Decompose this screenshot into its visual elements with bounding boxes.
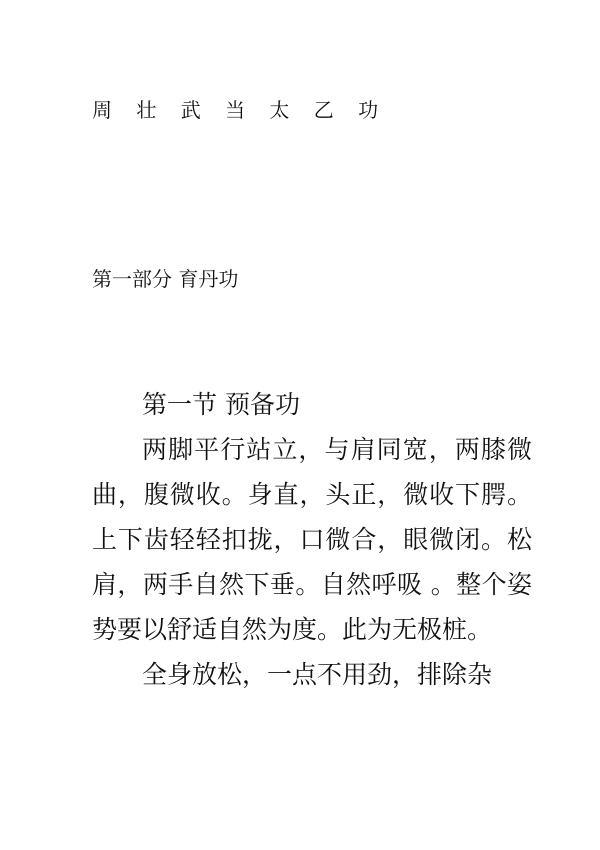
body-text — [92, 382, 532, 697]
section-heading: 第一节 预备功 — [142, 390, 300, 419]
part-heading: 第一部分 育丹功 — [92, 267, 239, 291]
paragraph: 全身放松，一点不用劲，排除杂 — [142, 660, 493, 689]
document-title: 周 壮 武 当 太 乙 功 — [92, 98, 388, 122]
paragraph: 两脚平行站立，与肩同宽，两膝微曲，腹微收。身直，头正，微收下腭。上下齿轻轻扣拢，口微合，眼微闭。松肩，两手自然下垂。自然呼吸 。整个姿势要以舒适自然为度。此为无极桩。 — [92, 435, 532, 644]
